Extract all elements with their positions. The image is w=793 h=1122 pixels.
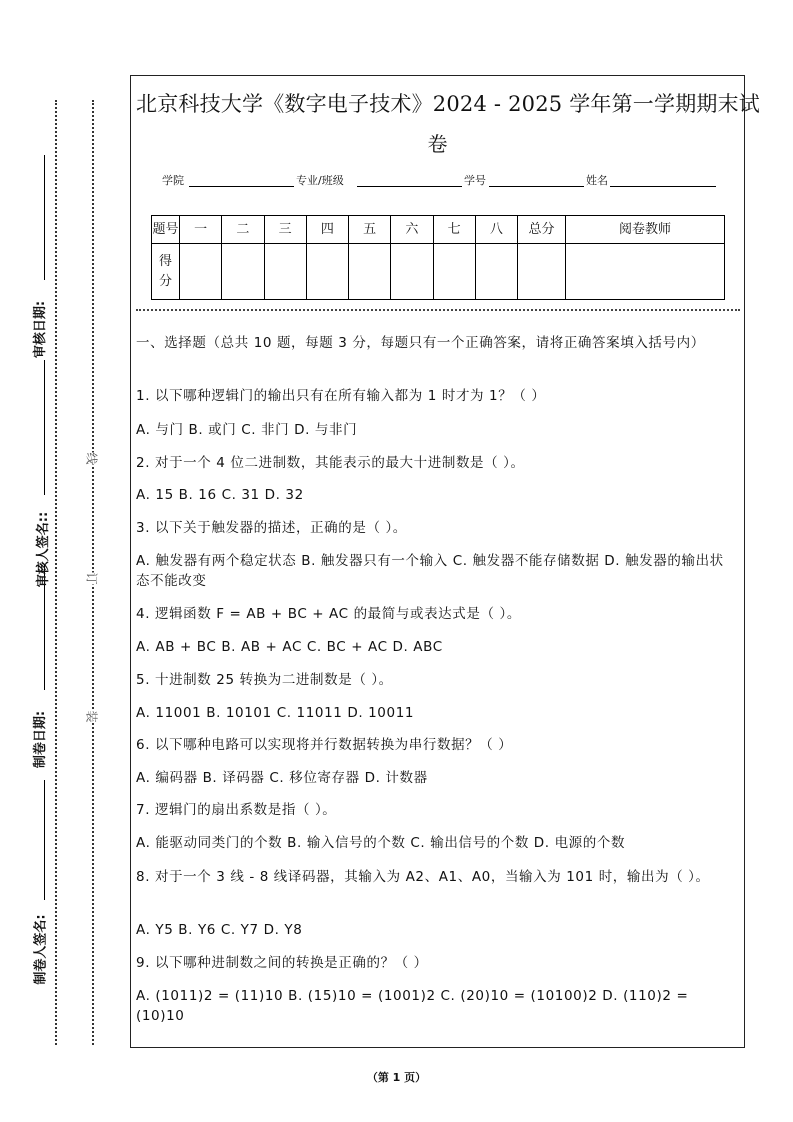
options: A. 与门 B. 或门 C. 非门 D. 与非门 — [136, 422, 358, 438]
score-cell[interactable] — [433, 244, 475, 300]
table-row — [152, 216, 725, 244]
student-id-label: 学号 — [464, 174, 486, 187]
question: 2. 对于一个 4 位二进制数，其能表示的最大十进制数是（ ）。 — [136, 455, 525, 471]
bind-mark: 订 — [84, 572, 99, 585]
options: A. Y5 B. Y6 C. Y7 D. Y8 — [136, 922, 303, 938]
make-date-label: 制卷日期: — [33, 710, 49, 769]
question: 6. 以下哪种电路可以实现将并行数据转换为串行数据？（ ） — [136, 737, 513, 753]
college-field[interactable] — [189, 186, 294, 187]
binding-dotted-line — [55, 100, 57, 1045]
score-table — [151, 215, 725, 300]
header-cell: 四 — [306, 216, 348, 244]
score-cell[interactable] — [566, 244, 725, 300]
header-cell: 总分 — [518, 216, 566, 244]
header-cell: 阅卷教师 — [566, 216, 725, 244]
section-heading: 一、选择题（总共 10 题，每题 3 分，每题只有一个正确答案，请将正确答案填入括号内） — [136, 335, 705, 351]
question: 9. 以下哪种进制数之间的转换是正确的？（ ） — [136, 955, 428, 971]
question: 3. 以下关于触发器的描述，正确的是（ ）。 — [136, 520, 407, 536]
score-cell[interactable] — [518, 244, 566, 300]
question: 4. 逻辑函数 F = AB + BC + AC 的最简与或表达式是（ ）。 — [136, 606, 521, 622]
name-label: 姓名 — [586, 174, 608, 187]
page-number: （第 1 页） — [366, 1071, 427, 1084]
student-id-field[interactable] — [489, 186, 584, 187]
score-cell[interactable] — [180, 244, 222, 300]
header-cell: 七 — [433, 216, 475, 244]
options: A. AB + BC B. AB + AC C. BC + AC D. ABC — [136, 639, 443, 655]
reviewer-sign-label: 审核人签名:: — [36, 511, 52, 588]
question: 7. 逻辑门的扇出系数是指（ ）。 — [136, 802, 337, 818]
sign-line — [44, 155, 45, 280]
question: 8. 对于一个 3 线 - 8 线译码器，其输入为 A2、A1、A0，当输入为 101 时，输出为（ ）。 — [136, 869, 710, 885]
sign-line — [44, 780, 45, 900]
bind-mark: 装 — [84, 710, 99, 723]
score-cell[interactable] — [391, 244, 433, 300]
header-cell: 三 — [264, 216, 306, 244]
options: A. 编码器 B. 译码器 C. 移位寄存器 D. 计数器 — [136, 770, 428, 786]
question: 1. 以下哪种逻辑门的输出只有在所有输入都为 1 时才为 1？（ ） — [136, 388, 546, 404]
row-label: 题号 — [152, 216, 180, 244]
header-cell: 二 — [222, 216, 264, 244]
score-cell[interactable] — [306, 244, 348, 300]
row-label: 得分 — [152, 244, 180, 300]
header-cell: 五 — [349, 216, 391, 244]
options: A. (1011)2 = (11)10 B. (15)10 = (1001)2 C. (20)10 = (10100)2 D. (110)2 = (10)10 — [136, 988, 689, 1024]
options: A. 能驱动同类门的个数 B. 输入信号的个数 C. 输出信号的个数 D. 电源的个数 — [136, 835, 626, 851]
score-cell[interactable] — [475, 244, 517, 300]
question: 5. 十进制数 25 转换为二进制数是（ ）。 — [136, 672, 393, 688]
name-field[interactable] — [610, 186, 716, 187]
header-cell: 一 — [180, 216, 222, 244]
maker-sign-label: 制卷人签名: — [33, 914, 49, 985]
options: A. 15 B. 16 C. 31 D. 32 — [136, 487, 304, 503]
score-cell[interactable] — [264, 244, 306, 300]
options: A. 11001 B. 10101 C. 11011 D. 10011 — [136, 705, 415, 721]
options: A. 触发器有两个稳定状态 B. 触发器只有一个输入 C. 触发器不能存储数据 D. 触发器的输出状态不能改变 — [136, 553, 724, 589]
review-date-label: 审核日期: — [33, 300, 49, 359]
score-cell[interactable] — [349, 244, 391, 300]
exam-title-cont: 卷 — [427, 132, 448, 156]
college-label: 学院 — [162, 174, 184, 187]
score-cell[interactable] — [222, 244, 264, 300]
table-row — [152, 244, 725, 300]
bind-mark: 线 — [84, 452, 99, 465]
major-field[interactable] — [357, 186, 462, 187]
header-cell: 八 — [475, 216, 517, 244]
major-label: 专业/班级 — [296, 174, 344, 187]
dotted-separator — [136, 309, 740, 311]
header-cell: 六 — [391, 216, 433, 244]
sign-line — [44, 360, 45, 495]
exam-title: 北京科技大学《数字电子技术》2024 - 2025 学年第一学期期末试 — [136, 92, 761, 116]
